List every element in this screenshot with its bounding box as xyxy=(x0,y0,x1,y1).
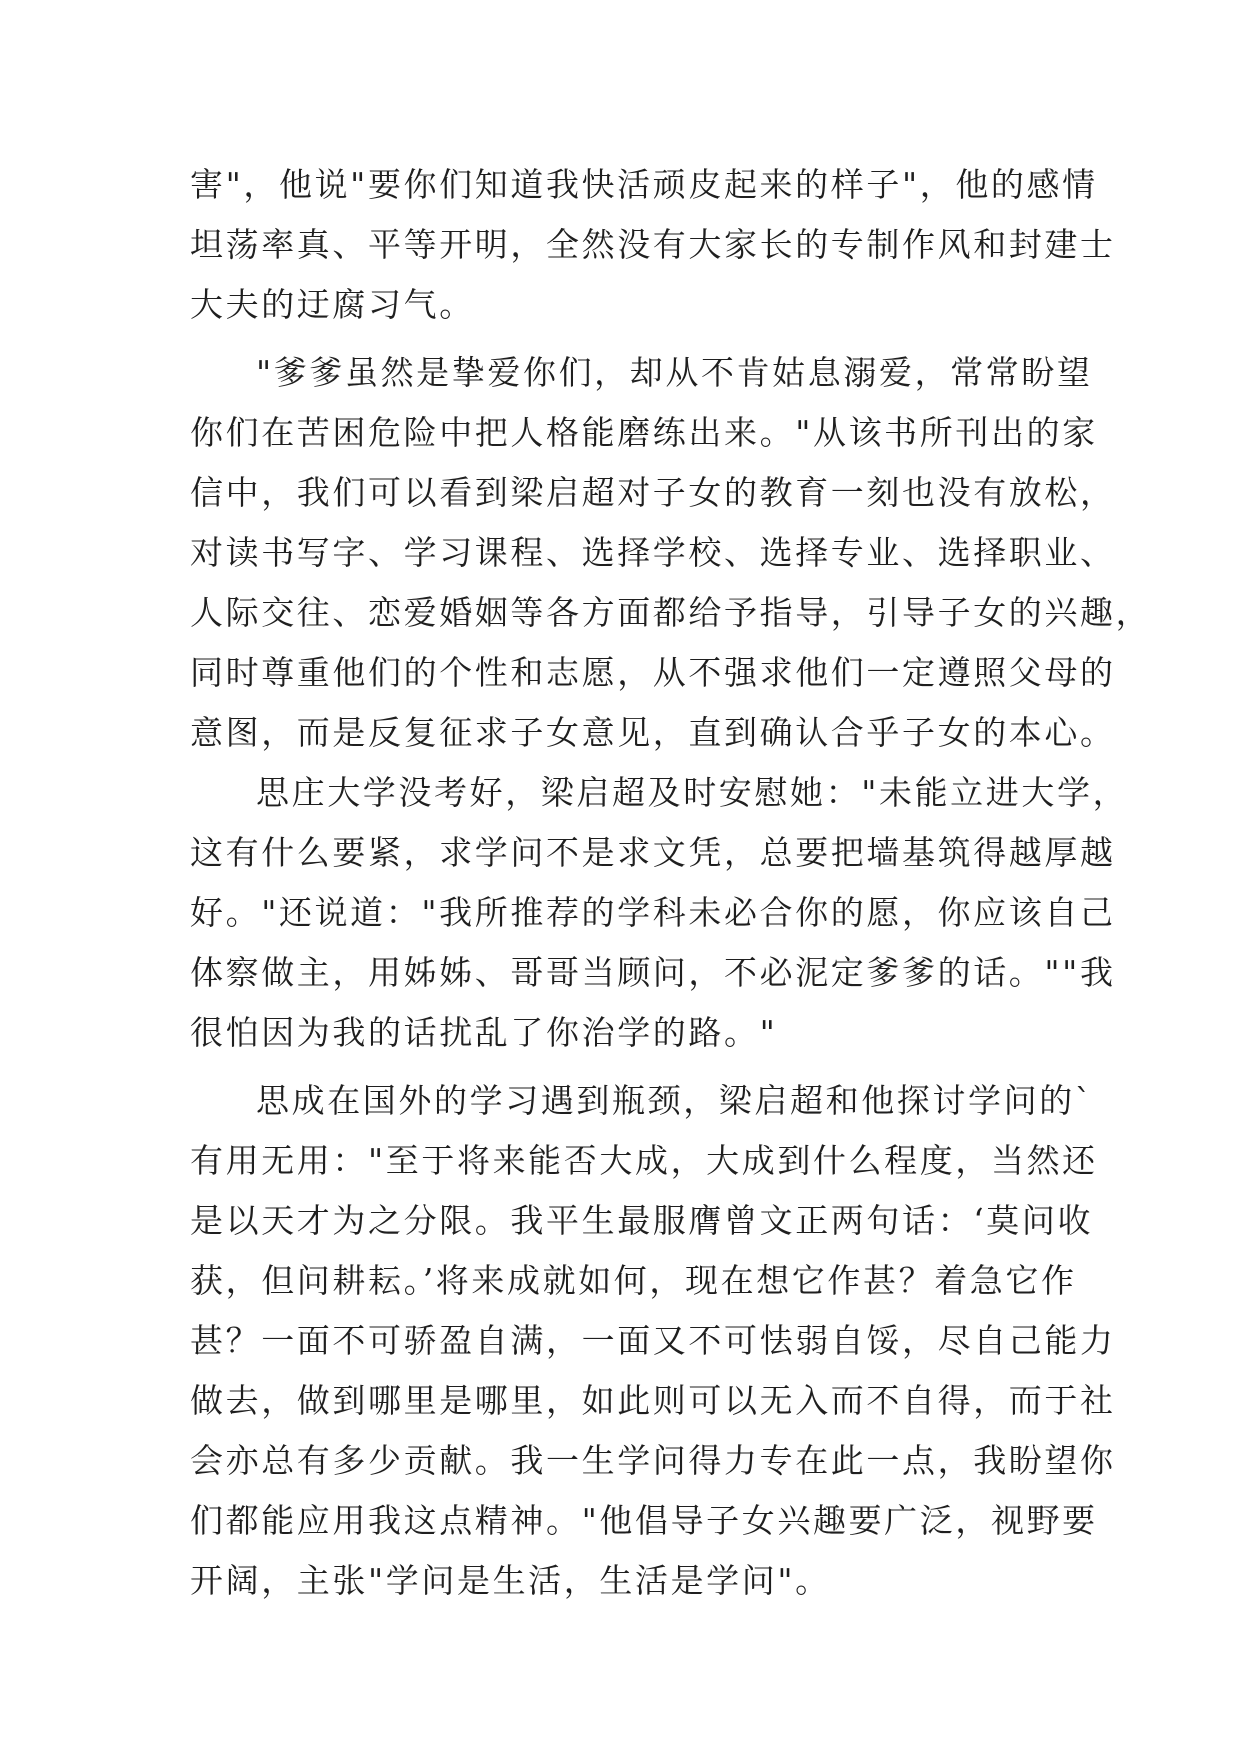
text-line: 体察做主，用姊姊、哥哥当顾问，不必泥定爹爹的话。""我 xyxy=(190,953,1116,992)
text-line: 同时尊重他们的个性和志愿，从不强求他们一定遵照父母的 xyxy=(190,653,1116,692)
text-line: 你们在苦困危险中把人格能磨练出来。"从该书所刊出的家 xyxy=(190,413,1098,452)
paragraph-first-line: 思庄大学没考好，梁启超及时安慰她："未能立进大学， xyxy=(256,773,1129,812)
text-line: 对读书写字、学习课程、选择学校、选择专业、选择职业、 xyxy=(190,533,1116,572)
text-line: 甚？一面不可骄盈自满，一面又不可怯弱自馁，尽自己能力 xyxy=(190,1321,1116,1360)
text-line: 害"，他说"要你们知道我快活顽皮起来的样子"，他的感情 xyxy=(190,165,1098,204)
text-line: 坦荡率真、平等开明，全然没有大家长的专制作风和封建士 xyxy=(190,225,1116,264)
text-line: 是以天才为之分限。我平生最服膺曾文正两句话：‘莫问收 xyxy=(190,1201,1094,1240)
text-line: 这有什么要紧，求学问不是求文凭，总要把墙基筑得越厚越 xyxy=(190,833,1116,872)
text-line: 们都能应用我这点精神。"他倡导子女兴趣要广泛，视野要 xyxy=(190,1501,1098,1540)
text-line: 意图，而是反复征求子女意见，直到确认合乎子女的本心。 xyxy=(190,713,1116,752)
text-line: 好。"还说道："我所推荐的学科未必合你的愿，你应该自己 xyxy=(190,893,1116,932)
text-line: 很怕因为我的话扰乱了你治学的路。" xyxy=(190,1013,778,1052)
paragraph-first-line: "爹爹虽然是挚爱你们，却从不肯姑息溺爱，常常盼望 xyxy=(256,353,1093,392)
text-line: 做去，做到哪里是哪里，如此则可以无入而不自得，而于社 xyxy=(190,1381,1116,1420)
text-line: 有用无用："至于将来能否大成，大成到什么程度，当然还 xyxy=(190,1141,1098,1180)
text-line: 信中，我们可以看到梁启超对子女的教育一刻也没有放松， xyxy=(190,473,1116,512)
text-line: 开阔，主张"学问是生活，生活是学问"。 xyxy=(190,1561,831,1600)
text-line: 人际交往、恋爱婚姻等各方面都给予指导，引导子女的兴趣， xyxy=(190,593,1152,632)
body-text xyxy=(190,155,1152,1611)
text-line: 会亦总有多少贡献。我一生学问得力专在此一点，我盼望你 xyxy=(190,1441,1116,1480)
text-line: 大夫的迂腐习气。 xyxy=(190,285,475,324)
paragraph-first-line: 思成在国外的学习遇到瓶颈，梁启超和他探讨学问的` xyxy=(256,1081,1094,1120)
text-line: 获，但问耕耘。’将来成就如何，现在想它作甚？着急它作 xyxy=(190,1261,1077,1300)
